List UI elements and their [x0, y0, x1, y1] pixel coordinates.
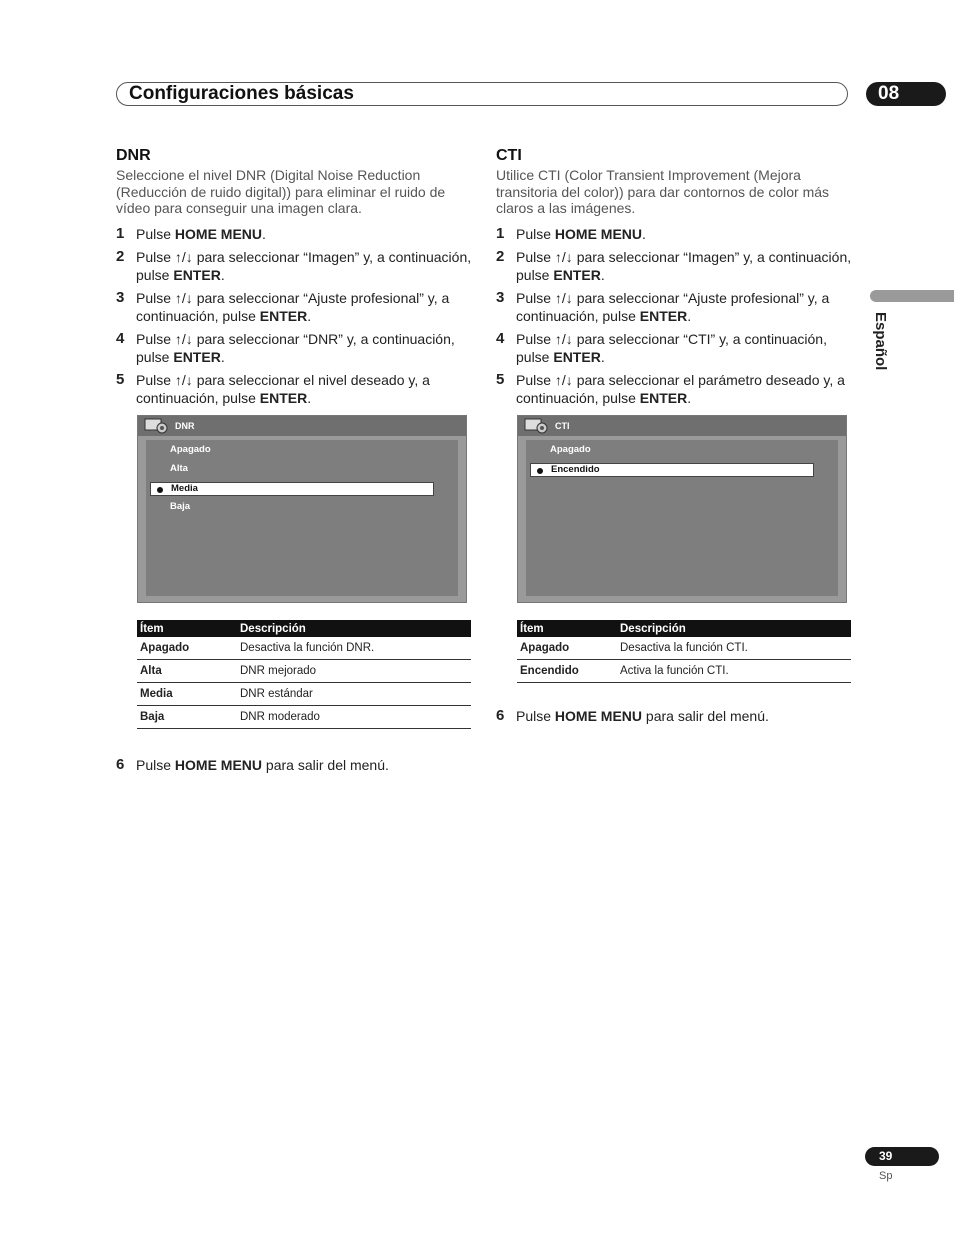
dnr-description-table [137, 620, 471, 729]
cti-step-4: 4 Pulse ↑/↓ para seleccionar “CTI” y, a continuación, pulse ENTER. [496, 330, 827, 365]
table-header-item: Ítem [137, 620, 237, 637]
dnr-intro: Seleccione el nivel DNR (Digital Noise Reduction (Reducción de ruido digital)) para eliminar el ruido de vídeo para conseguir una imagen clara. [116, 167, 446, 216]
chapter-header-bar [116, 82, 848, 106]
table-cell-item: Apagado [517, 637, 617, 660]
osd-option-baja[interactable]: Baja [170, 501, 191, 512]
dnr-step-5: 5 Pulse ↑/↓ para seleccionar el nivel deseado y, a continuación, pulse ENTER. [116, 371, 430, 406]
cti-step-3: 3 Pulse ↑/↓ para seleccionar “Ajuste profesional” y, a continuación, pulse ENTER. [496, 289, 830, 324]
osd-menu-name: DNR [175, 421, 195, 431]
cti-description-table [517, 620, 851, 683]
table-row [517, 660, 851, 683]
dnr-osd-screen [137, 415, 467, 603]
cti-step-6: 6 Pulse HOME MENU para salir del menú. [496, 707, 769, 724]
table-cell-item: Media [137, 683, 237, 706]
cti-steps [496, 226, 852, 408]
cti-step-1: 1 Pulse HOME MENU. [496, 224, 646, 242]
table-cell-description: Desactiva la función DNR. [237, 637, 471, 660]
osd-option-list [146, 440, 458, 596]
table-cell-item: Apagado [137, 637, 237, 660]
table-row [517, 637, 851, 660]
dnr-step-4: 4 Pulse ↑/↓ para seleccionar “DNR” y, a continuación, pulse ENTER. [116, 330, 455, 365]
table-row [137, 637, 471, 660]
dnr-step-2: 2 Pulse ↑/↓ para seleccionar “Imagen” y, a continuación, pulse ENTER. [116, 248, 472, 283]
table-cell-item: Baja [137, 706, 237, 729]
language-label: Español [872, 312, 889, 371]
osd-option-apagado[interactable]: Apagado [550, 444, 591, 455]
dnr-title: DNR [116, 147, 151, 164]
osd-option-list [526, 440, 838, 596]
cti-step-2: 2 Pulse ↑/↓ para seleccionar “Imagen” y, a continuación, pulse ENTER. [496, 248, 852, 283]
cti-title: CTI [496, 147, 522, 164]
table-row [137, 683, 471, 706]
osd-header [138, 416, 466, 436]
table-row [137, 706, 471, 729]
osd-menu-name: CTI [555, 421, 570, 431]
table-cell-description: Desactiva la función CTI. [617, 637, 851, 660]
table-cell-item: Encendido [517, 660, 617, 683]
dnr-section [116, 146, 472, 781]
dnr-step-3: 3 Pulse ↑/↓ para seleccionar “Ajuste profesional” y, a continuación, pulse ENTER. [116, 289, 450, 324]
osd-option-encendido[interactable]: Encendido [530, 463, 814, 477]
cti-section [496, 146, 852, 732]
dnr-step-6: 6 Pulse HOME MENU para salir del menú. [116, 756, 389, 773]
settings-gear-icon [524, 418, 550, 434]
table-cell-description: DNR estándar [237, 683, 471, 706]
chapter-title: Configuraciones básicas [129, 83, 354, 104]
table-header-item: Ítem [517, 620, 617, 637]
table-cell-description: DNR moderado [237, 706, 471, 729]
cti-osd-screen [517, 415, 847, 603]
table-cell-description: Activa la función CTI. [617, 660, 851, 683]
table-header-description: Descripción [237, 620, 471, 637]
cti-intro: Utilice CTI (Color Transient Improvement (Mejora transitoria del color)) para dar contornos de color más claros a las imágenes. [496, 167, 830, 216]
chapter-number: 08 [866, 82, 946, 106]
page-number: 39 [865, 1147, 939, 1166]
page-language-code: Sp [879, 1170, 893, 1182]
table-cell-description: DNR mejorado [237, 660, 471, 683]
dnr-step-1: 1 Pulse HOME MENU. [116, 224, 266, 242]
table-header-description: Descripción [617, 620, 851, 637]
osd-option-apagado[interactable]: Apagado [170, 444, 211, 455]
osd-header [518, 416, 846, 436]
language-tab [870, 290, 954, 302]
cti-step-5: 5 Pulse ↑/↓ para seleccionar el parámetro deseado y, a continuación, pulse ENTER. [496, 371, 845, 406]
osd-option-media[interactable]: Media [150, 482, 434, 496]
osd-option-alta[interactable]: Alta [170, 463, 188, 474]
table-cell-item: Alta [137, 660, 237, 683]
dnr-steps [116, 226, 472, 408]
settings-gear-icon [144, 418, 170, 434]
table-row [137, 660, 471, 683]
